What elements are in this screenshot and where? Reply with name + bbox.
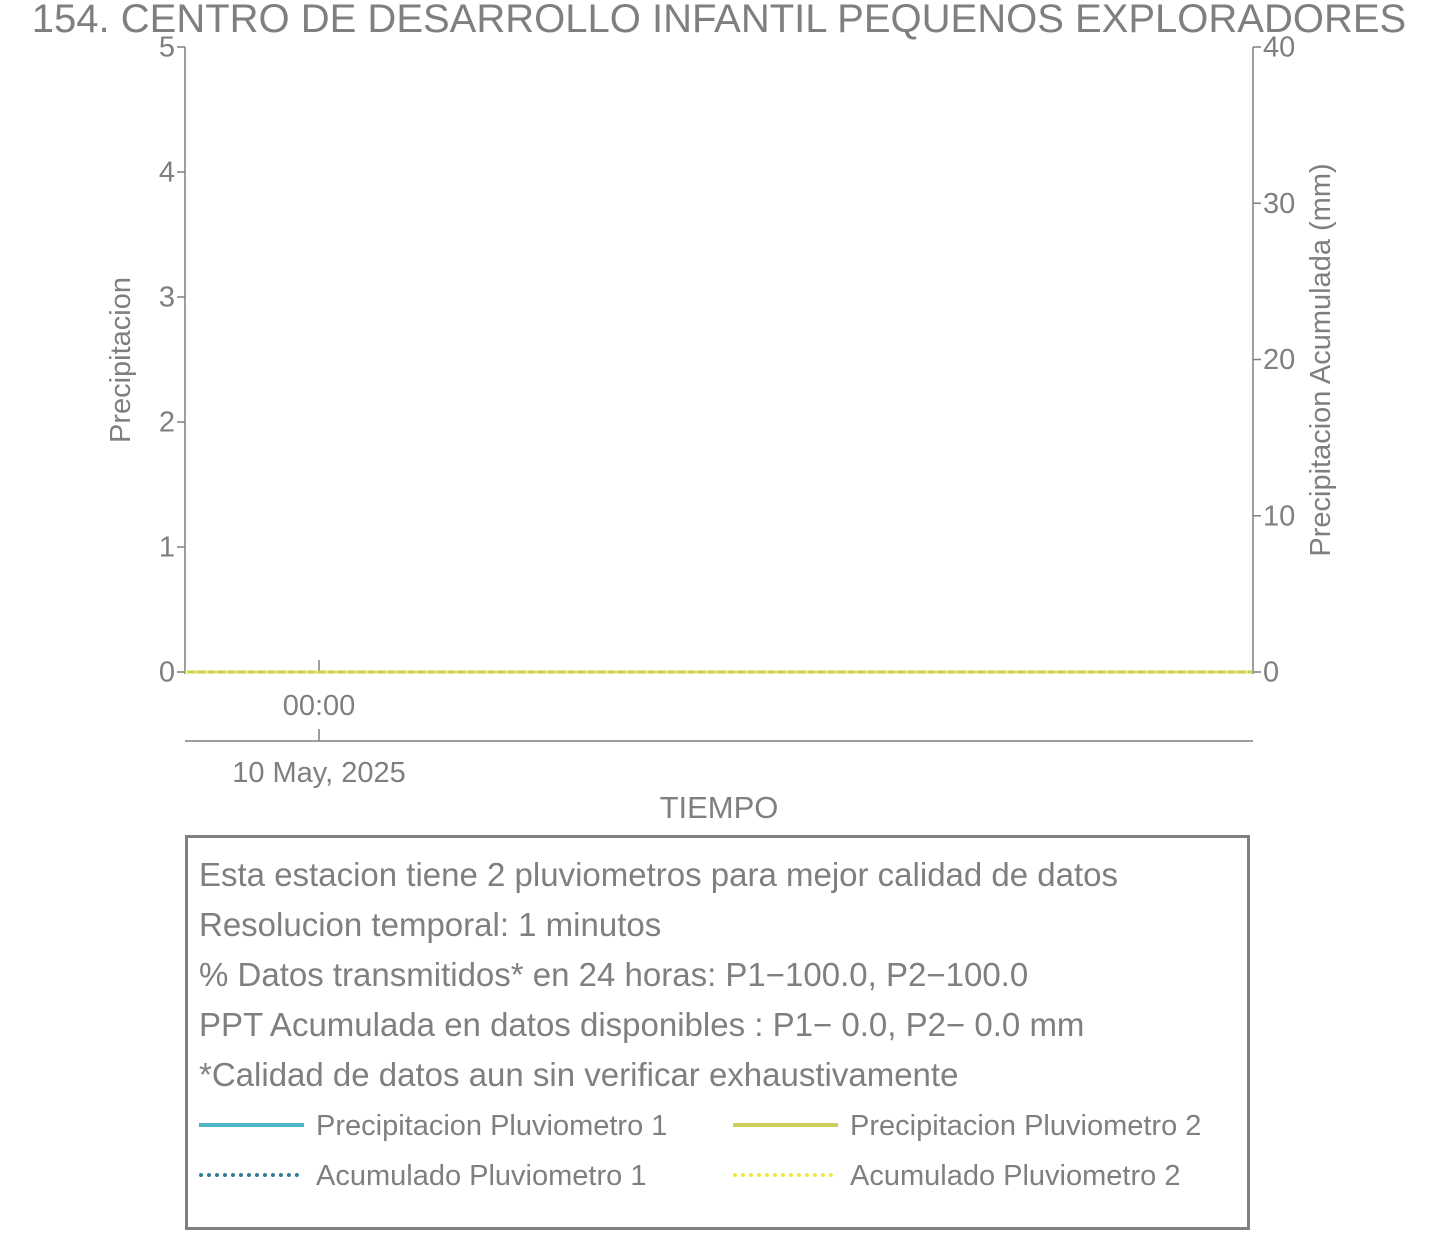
left-tick-label: 1 — [158, 531, 175, 564]
legend-swatch-acum-p1 — [199, 1173, 299, 1177]
legend-swatch-precip-p1 — [199, 1123, 304, 1127]
left-tick-label: 5 — [158, 31, 175, 64]
legend-label-precip-p2: Precipitacion Pluviometro 2 — [850, 1110, 1202, 1142]
left-tick-label: 4 — [158, 156, 175, 189]
info-legend-box — [185, 835, 1250, 1230]
info-line-stations: Esta estacion tiene 2 pluviometros para mejor calidad de datos — [199, 856, 1119, 893]
right-tick-label: 0 — [1263, 656, 1280, 689]
legend-label-acum-p2: Acumulado Pluviometro 2 — [850, 1160, 1181, 1192]
right-tick-label: 10 — [1263, 500, 1296, 533]
x-axis-ticks — [232, 660, 406, 789]
left-axis-ticks — [159, 32, 185, 689]
legend-label-precip-p1: Precipitacion Pluviometro 1 — [316, 1110, 668, 1142]
right-tick-label: 40 — [1263, 31, 1296, 64]
legend-swatch-precip-p2 — [733, 1123, 838, 1127]
legend-swatch-acum-p2 — [733, 1173, 833, 1177]
right-tick-label: 30 — [1263, 187, 1296, 220]
legend-label-acum-p1: Acumulado Pluviometro 1 — [316, 1160, 647, 1192]
left-tick-label: 2 — [158, 406, 175, 439]
chart-title: 154. CENTRO DE DESARROLLO INFANTIL PEQUENOS EXPLORADORES — [31, 0, 1407, 41]
right-tick-label: 20 — [1263, 344, 1296, 377]
info-line-transmitted: % Datos transmitidos* en 24 horas: P1−100.0, P2−100.0 — [199, 956, 1029, 993]
info-line-accumulated: PPT Acumulada en datos disponibles : P1− 0.0, P2− 0.0 mm — [199, 1006, 1085, 1043]
right-axis-ticks — [1253, 32, 1295, 689]
x-axis-label: TIEMPO — [659, 790, 779, 825]
y-axis-label: Precipitacion — [105, 276, 137, 444]
x-tick-label: 00:00 — [282, 690, 356, 722]
info-line-quality-note: *Calidad de datos aun sin verificar exhaustivamente — [199, 1056, 959, 1093]
date-tick-label: 10 May, 2025 — [232, 757, 406, 789]
left-tick-label: 3 — [158, 281, 175, 314]
y2-axis-label: Precipitacion Acumulada (mm) — [1305, 163, 1337, 557]
left-tick-label: 0 — [158, 656, 175, 689]
info-line-resolution: Resolucion temporal: 1 minutos — [199, 906, 662, 943]
